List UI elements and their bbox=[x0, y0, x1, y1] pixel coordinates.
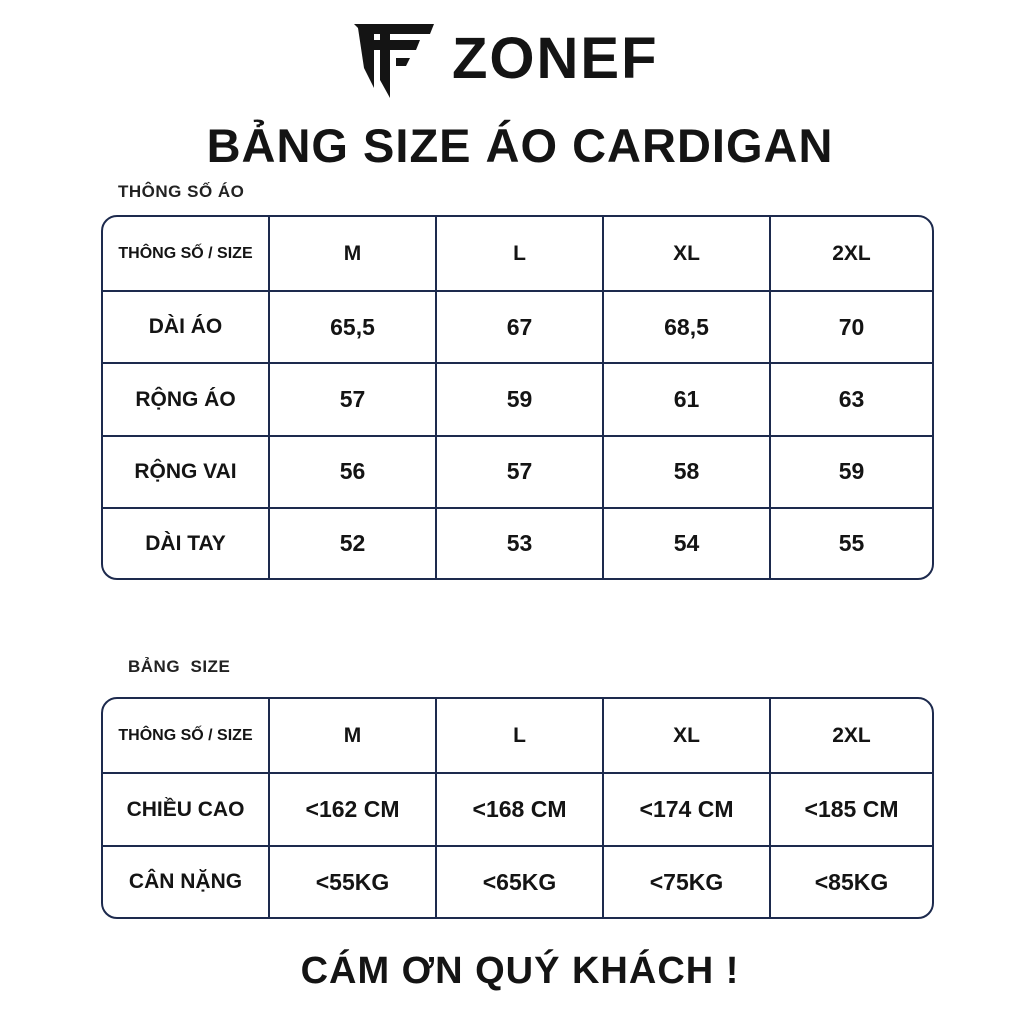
table-cell: 55 bbox=[838, 530, 865, 557]
thank-you-footer: CÁM ƠN QUÝ KHÁCH ! bbox=[300, 950, 740, 992]
table-row bbox=[103, 291, 932, 363]
table-cell: 52 bbox=[269, 508, 436, 578]
table-cell: <162 CM bbox=[269, 773, 436, 846]
table-cell: 68,5 bbox=[603, 291, 770, 363]
table-cell: 57 bbox=[436, 436, 603, 508]
table-cell: 53 bbox=[436, 508, 603, 578]
table-row bbox=[103, 508, 932, 578]
table-cell: 65,5 bbox=[269, 291, 436, 363]
table-row bbox=[103, 436, 932, 508]
size-guide-table bbox=[101, 697, 934, 919]
section-label-measurements: THÔNG SỐ ÁO bbox=[118, 182, 245, 201]
table-cell: 59 bbox=[436, 363, 603, 435]
table-cell: 57 bbox=[269, 363, 436, 435]
size-header-m: M bbox=[269, 217, 436, 291]
page-title: BẢNG SIZE ÁO CARDIGAN bbox=[206, 119, 834, 172]
table-cell: 67 bbox=[436, 291, 603, 363]
row-label: CHIỀU CAO bbox=[103, 773, 269, 846]
measurements-table bbox=[101, 215, 934, 580]
table-cell: 58 bbox=[603, 436, 770, 508]
size-header-l: L bbox=[436, 217, 603, 291]
brand-logo bbox=[350, 18, 680, 100]
header-corner-cell: THÔNG SỐ / SIZE bbox=[103, 217, 269, 291]
table-cell: <185 CM bbox=[770, 773, 932, 846]
table-cell: 56 bbox=[269, 436, 436, 508]
table-header-row bbox=[103, 699, 932, 773]
size-header-l: L bbox=[436, 699, 603, 773]
table-cell: 61 bbox=[603, 363, 770, 435]
table-row bbox=[103, 846, 932, 917]
row-label: RỘNG ÁO bbox=[103, 363, 269, 435]
size-header-m: M bbox=[269, 699, 436, 773]
size-header-2xl: 2XL bbox=[770, 699, 932, 773]
table-header-row bbox=[103, 217, 932, 291]
row-label: RỘNG VAI bbox=[103, 436, 269, 508]
size-header-xl: XL bbox=[603, 217, 770, 291]
table-cell: <55KG bbox=[269, 846, 436, 917]
brand-name: ZONEF bbox=[452, 26, 659, 91]
section-label-size-guide: BẢNG SIZE bbox=[128, 657, 231, 676]
table-cell: <85KG bbox=[814, 868, 889, 895]
table-row bbox=[103, 773, 932, 846]
row-label: CÂN NẶNG bbox=[103, 846, 269, 917]
row-label: DÀI TAY bbox=[103, 508, 269, 578]
table-cell: 70 bbox=[770, 291, 932, 363]
size-header-2xl: 2XL bbox=[770, 217, 932, 291]
table-cell: <75KG bbox=[603, 846, 770, 917]
zonef-logo-icon bbox=[350, 18, 442, 100]
table-cell: <174 CM bbox=[603, 773, 770, 846]
table-cell: 63 bbox=[770, 363, 932, 435]
table-cell: <168 CM bbox=[436, 773, 603, 846]
row-label: DÀI ÁO bbox=[103, 291, 269, 363]
table-row bbox=[103, 363, 932, 435]
header-corner-cell: THÔNG SỐ / SIZE bbox=[103, 699, 269, 773]
size-header-xl: XL bbox=[603, 699, 770, 773]
table-cell: <65KG bbox=[436, 846, 603, 917]
table-cell: 59 bbox=[770, 436, 932, 508]
table-cell: 54 bbox=[603, 508, 770, 578]
